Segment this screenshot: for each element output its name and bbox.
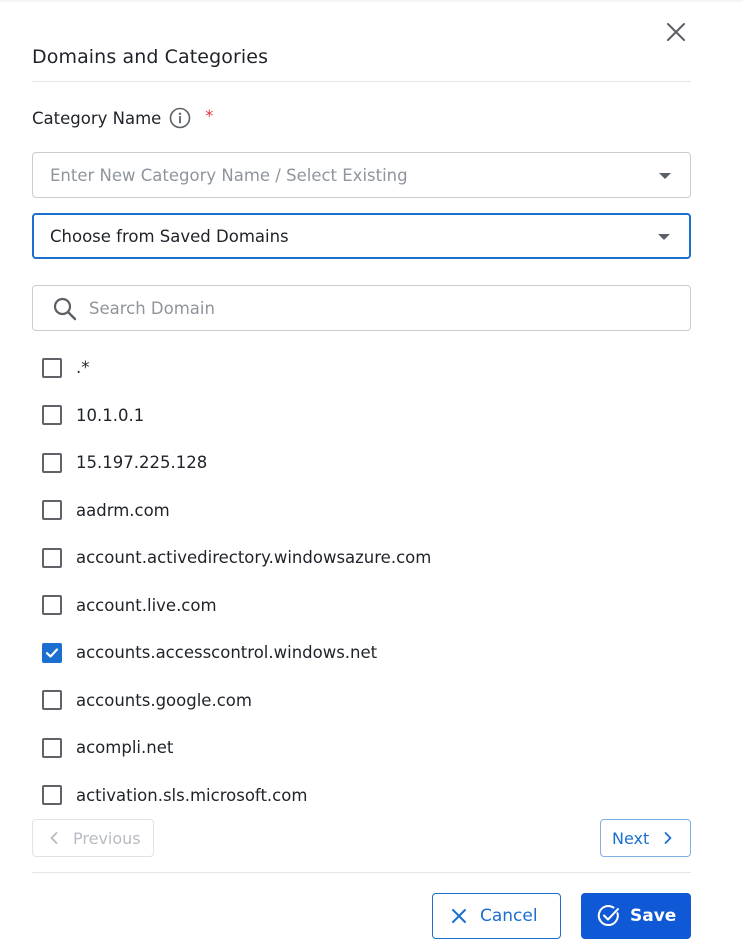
- checkbox[interactable]: [42, 548, 62, 568]
- domain-label: accounts.accesscontrol.windows.net: [76, 643, 378, 663]
- previous-label: Previous: [73, 828, 141, 848]
- checkbox-checked[interactable]: [42, 643, 62, 663]
- cancel-label: Cancel: [480, 906, 538, 926]
- checkbox[interactable]: [42, 738, 62, 758]
- save-button[interactable]: [581, 893, 691, 939]
- category-name-select[interactable]: [32, 152, 691, 198]
- save-label: Save: [630, 906, 677, 926]
- domain-list: [42, 344, 682, 819]
- close-button[interactable]: [662, 18, 690, 46]
- top-edge-shade: [0, 0, 743, 3]
- search-domain-input[interactable]: [89, 286, 679, 330]
- domain-label: .*: [76, 358, 90, 378]
- search-icon: [52, 296, 78, 322]
- title-divider: [32, 81, 691, 82]
- domain-label: aadrm.com: [76, 500, 170, 520]
- domain-label: activation.sls.microsoft.com: [76, 785, 308, 805]
- previous-button[interactable]: [32, 819, 154, 857]
- domain-list-item[interactable]: [42, 439, 682, 487]
- caret-down-icon: [658, 234, 670, 240]
- chevron-left-icon: [49, 831, 59, 845]
- domain-list-item[interactable]: [42, 392, 682, 440]
- domain-label: acompli.net: [76, 738, 174, 758]
- domain-list-item[interactable]: [42, 534, 682, 582]
- domain-list-item[interactable]: [42, 344, 682, 392]
- domain-label: 15.197.225.128: [76, 453, 208, 473]
- domain-label: accounts.google.com: [76, 690, 252, 710]
- cancel-button[interactable]: [432, 893, 561, 939]
- domain-label: account.live.com: [76, 595, 217, 615]
- close-icon: [666, 22, 686, 42]
- next-button[interactable]: [600, 819, 691, 857]
- domain-list-item[interactable]: [42, 772, 682, 820]
- domain-label: account.activedirectory.windowsazure.com: [76, 548, 432, 568]
- domain-source-value: Choose from Saved Domains: [50, 226, 289, 246]
- checkbox[interactable]: [42, 405, 62, 425]
- search-domain-box[interactable]: [32, 285, 691, 331]
- category-name-label: Category Name: [32, 108, 162, 128]
- domain-list-item[interactable]: [42, 582, 682, 630]
- check-circle-icon: [597, 904, 621, 928]
- domain-label: 10.1.0.1: [76, 405, 145, 425]
- checkbox[interactable]: [42, 785, 62, 805]
- domain-source-select[interactable]: [32, 213, 691, 259]
- checkbox[interactable]: [42, 358, 62, 378]
- category-name-placeholder: Enter New Category Name / Select Existing: [50, 165, 408, 185]
- domain-list-item[interactable]: [42, 724, 682, 772]
- check-icon: [45, 646, 59, 660]
- checkbox[interactable]: [42, 595, 62, 615]
- caret-down-icon: [659, 173, 671, 179]
- domain-list-item[interactable]: [42, 677, 682, 725]
- info-icon[interactable]: [169, 107, 191, 129]
- checkbox[interactable]: [42, 500, 62, 520]
- footer-divider: [32, 872, 691, 873]
- next-label: Next: [612, 828, 650, 848]
- category-label-row: [32, 105, 213, 131]
- chevron-right-icon: [663, 831, 673, 845]
- checkbox[interactable]: [42, 453, 62, 473]
- x-icon: [451, 908, 467, 924]
- domain-list-item[interactable]: [42, 629, 682, 677]
- domain-list-item[interactable]: [42, 487, 682, 535]
- dialog-title: Domains and Categories: [32, 46, 269, 68]
- checkbox[interactable]: [42, 690, 62, 710]
- required-mark: *: [205, 105, 214, 125]
